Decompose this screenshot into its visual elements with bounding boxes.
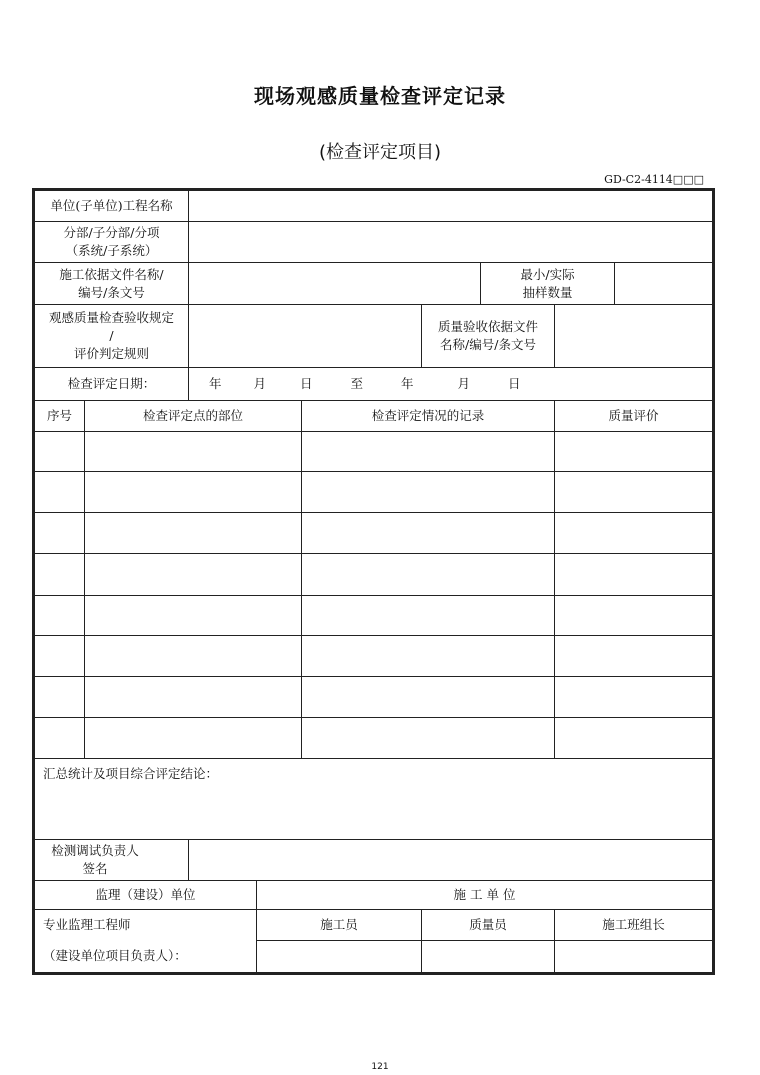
table-row bbox=[35, 636, 713, 677]
basis-doc-label bbox=[35, 263, 189, 305]
row-record[interactable] bbox=[302, 513, 555, 554]
sample-label-line2: 抽样数量 bbox=[522, 284, 573, 300]
summary-label: 汇总统计及项目综合评定结论： bbox=[43, 766, 219, 781]
row-evaluation[interactable] bbox=[555, 472, 713, 513]
basis-doc-label-line2: 编号/条文号 bbox=[78, 284, 145, 300]
team-leader-signature[interactable] bbox=[555, 941, 713, 973]
row-record[interactable] bbox=[302, 472, 555, 513]
date-label: 检查评定日期： bbox=[35, 368, 189, 401]
basis-doc-value[interactable] bbox=[189, 263, 481, 305]
page-subtitle: (检查评定项目) bbox=[318, 142, 442, 163]
rule-label-line1: 观感质量检查验收规定 bbox=[48, 310, 174, 325]
date-day-start: 日 bbox=[300, 376, 313, 391]
row-record[interactable] bbox=[302, 432, 555, 472]
table-row bbox=[35, 554, 713, 596]
date-year-start: 年 bbox=[209, 376, 222, 391]
sample-value[interactable] bbox=[615, 263, 713, 305]
inspector-signature[interactable] bbox=[189, 840, 713, 881]
row-location[interactable] bbox=[85, 636, 302, 677]
qc-label: 质量员 bbox=[422, 910, 555, 941]
header-evaluation: 质量评价 bbox=[555, 401, 713, 432]
rule-value[interactable] bbox=[189, 305, 422, 368]
division-label bbox=[35, 222, 189, 263]
quality-basis-label-line2: 名称/编号/条文号 bbox=[440, 337, 536, 352]
quality-basis-label-line1: 质量验收依据文件 bbox=[437, 319, 538, 334]
inspector-label-line2: 签名 bbox=[82, 861, 108, 876]
header-index: 序号 bbox=[35, 401, 85, 432]
header-record: 检查评定情况的记录 bbox=[302, 401, 555, 432]
row-evaluation[interactable] bbox=[555, 513, 713, 554]
date-day-end: 日 bbox=[508, 376, 521, 391]
date-range[interactable] bbox=[189, 368, 713, 401]
row-index[interactable] bbox=[35, 718, 85, 759]
inspector-label-line1: 检测调试负责人 bbox=[51, 843, 139, 858]
table-row bbox=[35, 432, 713, 472]
sample-label bbox=[481, 263, 615, 305]
inspector-label bbox=[35, 840, 189, 881]
summary-conclusion[interactable] bbox=[35, 759, 713, 840]
table-row bbox=[35, 472, 713, 513]
header-location: 检查评定点的部位 bbox=[85, 401, 302, 432]
division-label-line1: 分部/子分部/分项 bbox=[63, 225, 160, 240]
row-location[interactable] bbox=[85, 472, 302, 513]
division-value[interactable] bbox=[189, 222, 713, 263]
worker-signature[interactable] bbox=[257, 941, 422, 973]
table-row bbox=[35, 677, 713, 718]
unit-name-value[interactable] bbox=[189, 191, 713, 222]
supervisor-unit-label: 监理（建设）单位 bbox=[35, 881, 257, 910]
inspection-form bbox=[34, 190, 713, 973]
construction-unit-label: 施 工 单 位 bbox=[257, 881, 713, 910]
table-row bbox=[35, 513, 713, 554]
row-index[interactable] bbox=[35, 554, 85, 596]
row-index[interactable] bbox=[35, 432, 85, 472]
worker-label: 施工员 bbox=[257, 910, 422, 941]
date-year-end: 年 bbox=[401, 376, 414, 391]
row-evaluation[interactable] bbox=[555, 554, 713, 596]
table-row bbox=[35, 596, 713, 636]
date-to: 至 bbox=[350, 376, 364, 391]
row-evaluation[interactable] bbox=[555, 718, 713, 759]
supervisor-engineer-label: 专业监理工程师 bbox=[35, 910, 257, 941]
basis-doc-label-line1: 施工依据文件名称/ bbox=[59, 266, 164, 282]
row-location[interactable] bbox=[85, 596, 302, 636]
row-evaluation[interactable] bbox=[555, 432, 713, 472]
row-index[interactable] bbox=[35, 636, 85, 677]
sample-label-line1: 最小/实际 bbox=[520, 266, 575, 282]
team-leader-label: 施工班组长 bbox=[555, 910, 713, 941]
rule-label bbox=[35, 305, 189, 368]
unit-name-label: 单位(子单位)工程名称 bbox=[35, 191, 189, 222]
date-month-start: 月 bbox=[253, 376, 267, 391]
division-label-line2: （系统/子系统） bbox=[65, 243, 158, 258]
row-location[interactable] bbox=[85, 432, 302, 472]
table-row bbox=[35, 718, 713, 759]
quality-basis-value[interactable] bbox=[555, 305, 713, 368]
row-location[interactable] bbox=[85, 677, 302, 718]
page-number: 121 bbox=[371, 1062, 389, 1072]
page-title: 现场观感质量检查评定记录 bbox=[254, 84, 506, 108]
row-evaluation[interactable] bbox=[555, 636, 713, 677]
quality-basis-label bbox=[422, 305, 555, 368]
row-record[interactable] bbox=[302, 554, 555, 596]
row-evaluation[interactable] bbox=[555, 677, 713, 718]
qc-signature[interactable] bbox=[422, 941, 555, 973]
rule-label-line2: / bbox=[109, 328, 114, 343]
row-location[interactable] bbox=[85, 513, 302, 554]
row-index[interactable] bbox=[35, 596, 85, 636]
row-record[interactable] bbox=[302, 636, 555, 677]
row-index[interactable] bbox=[35, 472, 85, 513]
row-location[interactable] bbox=[85, 718, 302, 759]
row-index[interactable] bbox=[35, 677, 85, 718]
form-code: GD-C2-4114□□□ bbox=[604, 173, 704, 186]
row-evaluation[interactable] bbox=[555, 596, 713, 636]
supervisor-note: （建设单位项目负责人）： bbox=[35, 941, 257, 973]
rule-label-line3: 评价判定规则 bbox=[73, 346, 149, 361]
row-location[interactable] bbox=[85, 554, 302, 596]
date-month-end: 月 bbox=[457, 376, 471, 391]
row-record[interactable] bbox=[302, 677, 555, 718]
row-record[interactable] bbox=[302, 718, 555, 759]
row-record[interactable] bbox=[302, 596, 555, 636]
row-index[interactable] bbox=[35, 513, 85, 554]
